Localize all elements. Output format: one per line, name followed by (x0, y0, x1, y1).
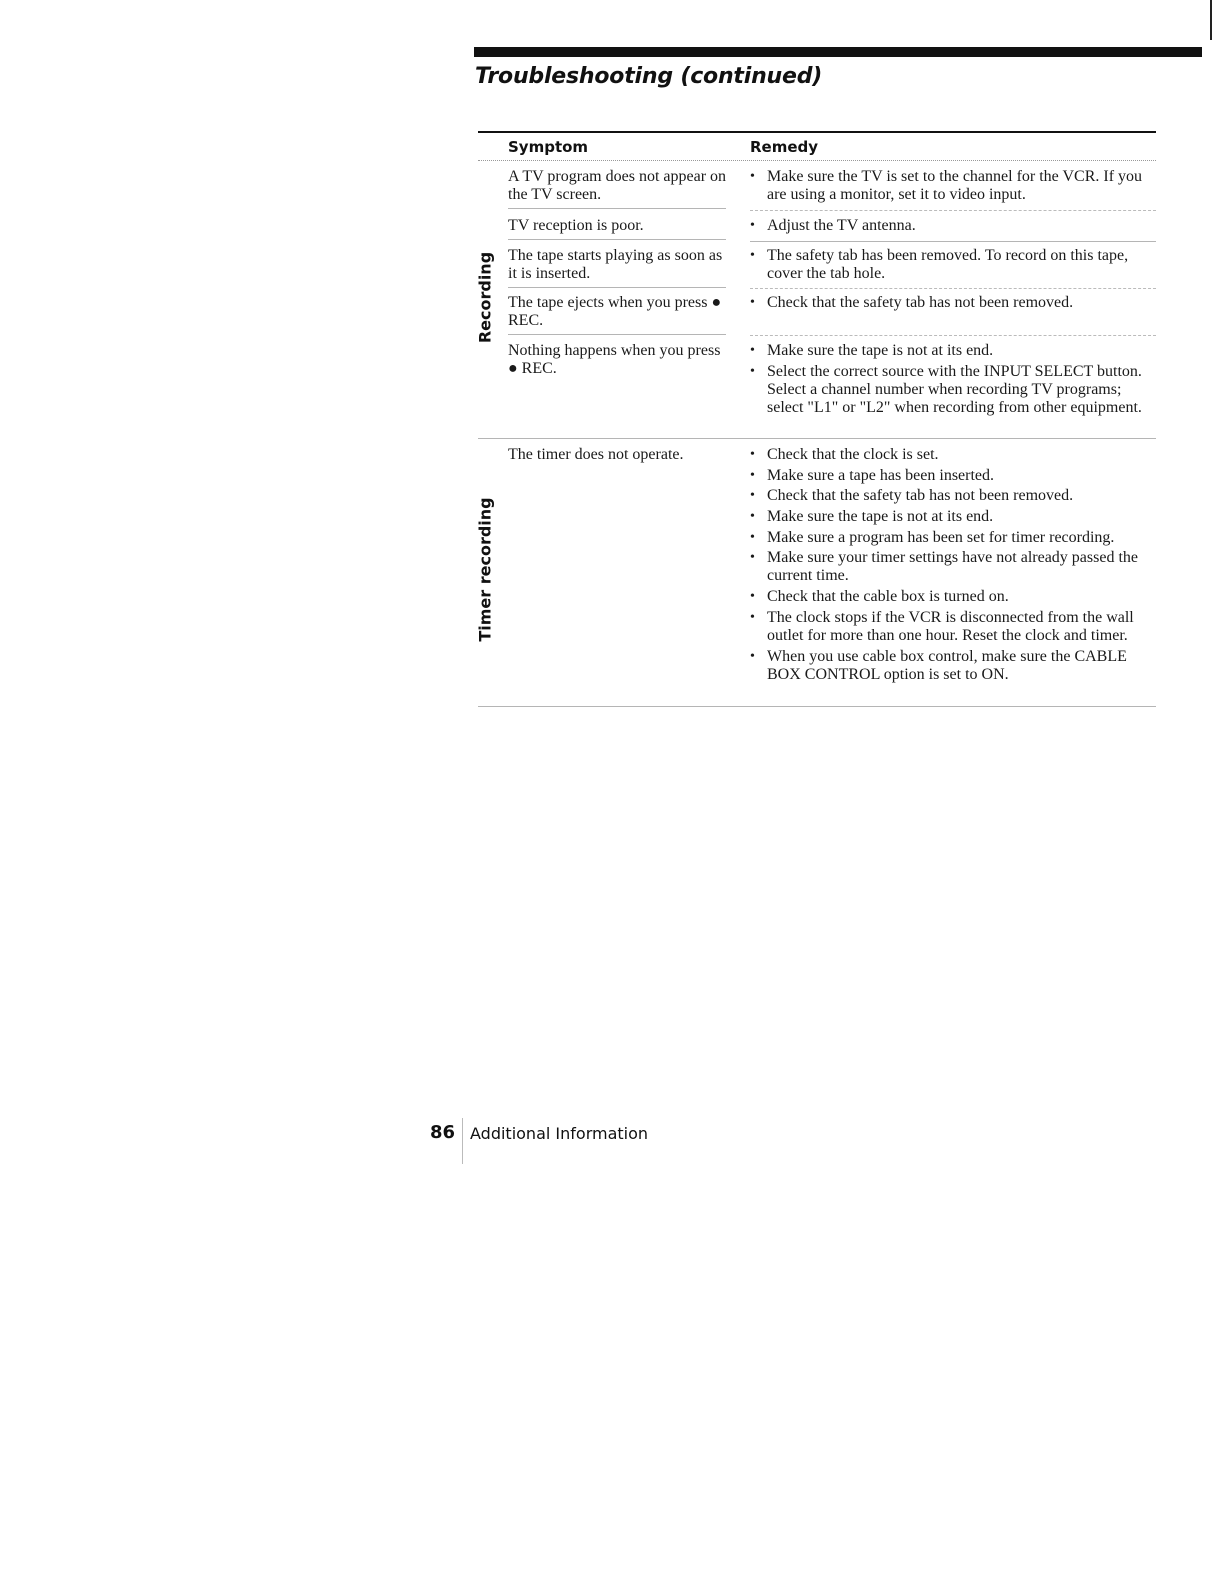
bullet-icon: • (750, 488, 755, 504)
bullet-icon: • (750, 218, 755, 233)
bullet-icon: • (750, 169, 755, 184)
page-title: Troubleshooting (continued) (475, 64, 823, 89)
remedy-item: • Select the correct source with the INPUT SELECT button. Select a channel number when recording TV programs; select "L1" or "L2" when recording from other equipment. (750, 362, 1142, 416)
remedy-cell (750, 342, 1160, 419)
column-header-symptom: Symptom (508, 138, 589, 156)
header-separator (478, 160, 1156, 161)
remedy-item: • When you use cable box control, make sure the CABLE BOX CONTROL option is set to ON. (750, 647, 1127, 683)
row-separator (508, 239, 726, 240)
bullet-icon: • (750, 447, 755, 462)
bullet-icon: • (750, 363, 755, 379)
remedy-item: • Make sure the TV is set to the channel for the VCR. If you are using a monitor, set it to video input. (750, 168, 1143, 203)
remedy-item: • Make sure the tape is not at its end. (750, 342, 994, 359)
section-label-recording: Recording (475, 251, 495, 344)
remedy-item: • Check that the safety tab has not been removed. (750, 487, 1074, 505)
row-separator (508, 208, 726, 209)
remedy-item: • Adjust the TV antenna. (750, 217, 916, 234)
remedy-item: • Make sure a tape has been inserted. (750, 466, 995, 484)
symptom-cell: The tape starts playing as soon as it is inserted. (508, 247, 723, 282)
symptom-cell: TV reception is poor. (508, 217, 644, 234)
remedy-cell (750, 247, 1160, 286)
footer-section-label: Additional Information (470, 1124, 649, 1143)
row-separator (508, 287, 726, 288)
symptom-cell: A TV program does not appear on the TV screen. (508, 168, 727, 203)
remedy-cell (750, 294, 1160, 315)
bullet-icon: • (750, 550, 755, 566)
bullet-icon: • (750, 248, 755, 263)
page-footer (430, 1122, 649, 1143)
section-separator (478, 438, 1156, 439)
bullet-icon: • (750, 648, 755, 664)
remedy-item: • The safety tab has been removed. To record on this tape, cover the tab hole. (750, 247, 1129, 282)
remedy-item: • Check that the clock is set. (750, 446, 939, 463)
row-separator (750, 335, 1156, 336)
row-separator (750, 288, 1156, 289)
section-label-timer-recording: Timer recording (475, 497, 495, 642)
column-header-remedy: Remedy (750, 138, 819, 156)
header-rule (474, 47, 1202, 57)
remedy-cell (750, 446, 1160, 686)
bullet-icon: • (750, 509, 755, 525)
bullet-icon: • (750, 295, 755, 310)
remedy-item: • Make sure the tape is not at its end. (750, 508, 994, 526)
bullet-icon: • (750, 529, 755, 545)
symptom-cell: The tape ejects when you press ● REC. (508, 294, 722, 329)
symptom-cell: Nothing happens when you press ● REC. (508, 342, 721, 377)
bullet-icon: • (750, 467, 755, 483)
bullet-icon: • (750, 343, 755, 358)
remedy-item: • Check that the cable box is turned on. (750, 588, 1009, 606)
remedy-item: • Make sure your timer settings have not already passed the current time. (750, 549, 1138, 585)
row-separator (750, 241, 1156, 242)
remedy-item: • Check that the safety tab has not been removed. (750, 294, 1074, 311)
remedy-cell (750, 168, 1160, 207)
symptom-cell: The timer does not operate. (508, 446, 684, 463)
bullet-icon: • (750, 589, 755, 605)
remedy-item: • Make sure a program has been set for timer recording. (750, 528, 1115, 546)
remedy-cell (750, 217, 1160, 238)
table-bottom-rule (478, 706, 1156, 707)
bullet-icon: • (750, 609, 755, 625)
page-number: 86 (430, 1122, 456, 1143)
row-separator (508, 334, 726, 335)
remedy-item: • The clock stops if the VCR is disconnected from the wall outlet for more than one hour. Reset the clock and timer. (750, 608, 1134, 644)
row-separator (750, 210, 1156, 211)
table-top-rule (478, 131, 1156, 133)
footer-divider (462, 1118, 463, 1164)
page-edge-mark (1210, 0, 1212, 40)
